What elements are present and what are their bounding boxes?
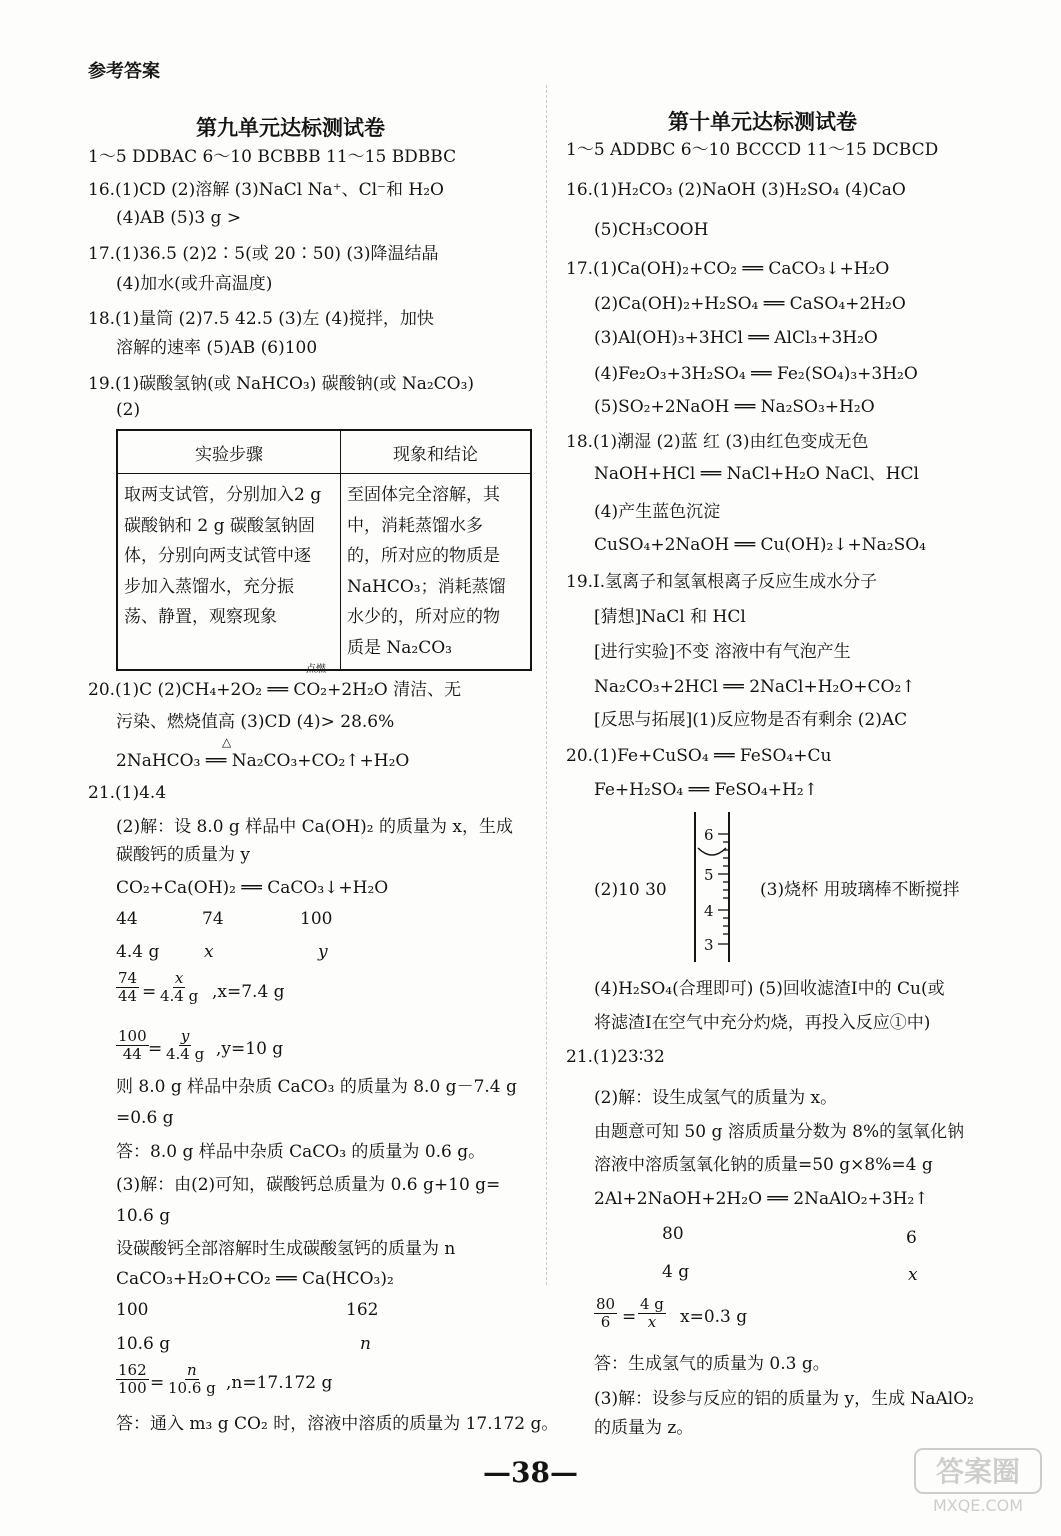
right-line: 将滤渣Ⅰ在空气中充分灼烧，再投入反应①中) [594, 1013, 931, 1033]
mass-value: x [204, 942, 214, 962]
heat-condition: △ [222, 735, 232, 749]
fraction [164, 1028, 206, 1063]
left-line: (3)解：由(2)可知，碳酸钙总质量为 0.6 g+10 g= [116, 1175, 501, 1195]
left-line: 答：通入 m₃ g CO₂ 时，溶液中溶质的质量为 17.172 g。 [116, 1414, 559, 1434]
left-line: 21.(1)4.4 [88, 783, 167, 803]
left-line: 18.(1)量筒 (2)7.5 42.5 (3)左 (4)搅拌，加快 [88, 309, 434, 329]
right-line: (2)解：设生成氢气的质量为 x。 [594, 1088, 838, 1108]
right-line: 1～5 ADDBC 6～10 BCCCD 11～15 DCBCD [566, 140, 939, 160]
ratio-result: ,x=7.4 g [212, 982, 285, 1002]
left-title: 第九单元达标测试卷 [196, 115, 385, 140]
numerator: 162 [118, 1361, 147, 1379]
numerator: 74 [118, 969, 138, 987]
fraction [116, 1028, 149, 1063]
mass-value: 10.6 g [116, 1334, 171, 1354]
fraction [116, 970, 139, 1005]
right-line: [反思与拓展](1)反应物是否有剩余 (2)AC [594, 710, 908, 730]
watermark-icon [913, 1447, 1043, 1517]
right-line: [猜想]NaCl 和 HCl [594, 607, 746, 627]
right-line: (5)CH₃COOH [594, 220, 709, 240]
ratio-result: x=0.3 g [680, 1307, 748, 1327]
denominator: 4.4 g [166, 1045, 205, 1063]
denominator: 6 [600, 1313, 611, 1331]
page-number: —38— [483, 1456, 578, 1489]
right-line: 2Al+2NaOH+2H₂O ══ 2NaAlO₂+3H₂↑ [594, 1189, 929, 1209]
denominator: 4.4 g [160, 987, 199, 1005]
left-line: (2)解：设 8.0 g 样品中 Ca(OH)₂ 的质量为 x，生成 [116, 817, 513, 837]
right-line: (3)解：设参与反应的铝的质量为 y，生成 NaAlO₂ [594, 1389, 974, 1409]
right-line: Na₂CO₃+2HCl ══ 2NaCl+H₂O+CO₂↑ [594, 677, 916, 697]
right-line: 18.(1)潮湿 (2)蓝 红 (3)由红色变成无色 [566, 432, 869, 452]
fraction [116, 1362, 149, 1397]
left-line: 答：8.0 g 样品中杂质 CaCO₃ 的质量为 0.6 g。 [116, 1142, 486, 1162]
right-line: [进行实验]不变 溶液中有气泡产生 [594, 642, 851, 662]
fraction [158, 970, 200, 1005]
numerator: 4 g [640, 1295, 664, 1313]
right-line: 21.(1)23∶32 [566, 1047, 665, 1067]
equals-sign: = [142, 982, 157, 1002]
right-line: CuSO₄+2NaOH ══ Cu(OH)₂↓+Na₂SO₄ [594, 535, 926, 555]
left-line: 2NaHCO₃ ══ Na₂CO₃+CO₂↑+H₂O [116, 751, 410, 771]
left-line: 17.(1)36.5 (2)2∶5(或 20∶50) (3)降温结晶 [88, 244, 439, 264]
svg-text:答案圈: 答案圈 [935, 1455, 1021, 1488]
left-line: 碳酸钙的质量为 y [116, 845, 251, 865]
right-line: 的质量为 z。 [594, 1418, 694, 1438]
experiment-table [116, 429, 532, 671]
right-line: Fe+H₂SO₄ ══ FeSO₄+H₂↑ [594, 780, 818, 800]
fraction [166, 1362, 218, 1397]
equals-sign: = [622, 1307, 637, 1327]
right-line: 由题意可知 50 g 溶质质量分数为 8%的氢氧化钠 [594, 1122, 965, 1142]
numerator: y [180, 1027, 190, 1045]
right-line: (3)Al(OH)₃+3HCl ══ AlCl₃+3H₂O [594, 328, 878, 348]
svg-text:MXQE.COM: MXQE.COM [932, 1496, 1024, 1515]
right-line: 答：生成氢气的质量为 0.3 g。 [594, 1354, 830, 1374]
ratio-result-value: y=10 g [221, 1039, 284, 1059]
left-line: 20.(1)C (2)CH₄+2O₂ ══ CO₂+2H₂O 清洁、无 [88, 680, 462, 700]
left-line: 16.(1)CD (2)溶解 (3)NaCl Na⁺、Cl⁻和 H₂O [88, 180, 444, 200]
right-line: (2)10 30 [594, 880, 667, 900]
table-cell-steps: 取两支试管，分别加入2 g 碳酸钠和 2 g 碳酸氢钠固 体，分别向两支试管中逐 步加入蒸馏水，充分振 荡、静置，观察现象 [117, 474, 341, 671]
mass-value: 162 [346, 1300, 379, 1320]
ratio-result: ,n=17.172 g [226, 1373, 333, 1393]
denominator: x [647, 1313, 657, 1331]
equals-sign: = [148, 1039, 163, 1059]
right-line: 19.Ⅰ.氢离子和氢氧根离子反应生成水分子 [566, 572, 878, 592]
cylinder-tick-label: 5 [704, 866, 714, 884]
mass-value: 74 [202, 909, 224, 929]
fraction [594, 1296, 617, 1331]
ratio-result-value: n=17.172 g [231, 1373, 333, 1393]
right-line: 16.(1)H₂CO₃ (2)NaOH (3)H₂SO₄ (4)CaO [566, 180, 906, 200]
right-line: (4)产生蓝色沉淀 [594, 502, 721, 522]
equals-sign: = [150, 1373, 165, 1393]
right-line: 20.(1)Fe+CuSO₄ ══ FeSO₄+Cu [566, 746, 832, 766]
ratio-result: ,y=10 g [216, 1039, 284, 1059]
left-line: 污染、燃烧值高 (3)CD (4)> 28.6% [116, 712, 395, 732]
right-line: (5)SO₂+2NaOH ══ Na₂SO₃+H₂O [594, 397, 875, 417]
mass-value: 4 g [662, 1262, 690, 1282]
right-title: 第十单元达标测试卷 [668, 109, 857, 134]
ratio-result-value: x=7.4 g [217, 982, 285, 1002]
table-cell-result: 至固体完全溶解，其 中，消耗蒸馏水多 的，所对应的物质是 NaHCO₃；消耗蒸馏 水少的，所对应的物 质是 Na₂CO₃ [341, 474, 532, 671]
mass-value: 4.4 g [116, 942, 160, 962]
cylinder-tick-label: 4 [704, 902, 714, 920]
numerator: 100 [118, 1027, 147, 1045]
cylinder-tick-label: 3 [704, 936, 714, 954]
left-line: (4)加水(或升高温度) [116, 274, 273, 294]
right-line: 17.(1)Ca(OH)₂+CO₂ ══ CaCO₃↓+H₂O [566, 259, 890, 279]
mass-value: 100 [300, 909, 333, 929]
mass-value: 80 [662, 1224, 684, 1244]
mass-value: 6 [906, 1228, 917, 1248]
left-line: =0.6 g [116, 1108, 174, 1128]
left-line: 设碳酸钙全部溶解时生成碳酸氢钙的质量为 n [116, 1239, 456, 1259]
right-line: (4)Fe₂O₃+3H₂SO₄ ══ Fe₂(SO₄)₃+3H₂O [594, 364, 918, 384]
left-line: 10.6 g [116, 1206, 171, 1226]
fraction [638, 1296, 666, 1331]
denominator: 100 [118, 1379, 147, 1397]
denominator: 44 [118, 987, 138, 1005]
mass-value: n [360, 1334, 371, 1354]
left-line: CaCO₃+H₂O+CO₂ ══ Ca(HCO₃)₂ [116, 1269, 394, 1289]
condition-label: 点燃 [306, 664, 326, 675]
numerator: 80 [596, 1295, 616, 1313]
right-line: (3)烧杯 用玻璃棒不断搅拌 [760, 880, 960, 900]
left-line: CO₂+Ca(OH)₂ ══ CaCO₃↓+H₂O [116, 878, 389, 898]
table-header-result: 现象和结论 [341, 430, 532, 474]
left-line: (4)AB (5)3 g > [116, 208, 242, 228]
right-line: NaOH+HCl ══ NaCl+H₂O NaCl、HCl [594, 464, 919, 484]
numerator: x [174, 969, 184, 987]
watermark-logo [913, 1447, 1043, 1522]
left-line: (2) [116, 400, 141, 420]
left-line: 溶解的速率 (5)AB (6)100 [116, 338, 318, 358]
column-divider [546, 85, 547, 1285]
left-line: 19.(1)碳酸氢钠(或 NaHCO₃) 碳酸钠(或 Na₂CO₃) [88, 374, 475, 394]
graduated-cylinder-diagram [692, 812, 752, 970]
mass-value: y [318, 942, 328, 962]
right-line: (2)Ca(OH)₂+H₂SO₄ ══ CaSO₄+2H₂O [594, 294, 906, 314]
right-line: 溶液中溶质氢氧化钠的质量=50 g×8%=4 g [594, 1155, 933, 1175]
left-line: 则 8.0 g 样品中杂质 CaCO₃ 的质量为 8.0 g－7.4 g [116, 1077, 517, 1097]
mass-value: x [908, 1265, 918, 1285]
numerator: n [187, 1361, 197, 1379]
mass-value: 100 [116, 1300, 149, 1320]
cylinder-tick-label: 6 [704, 826, 714, 844]
page-header: 参考答案 [88, 61, 160, 82]
left-line: 1～5 DDBAC 6～10 BCBBB 11～15 BDBBC [88, 147, 457, 167]
mass-value: 44 [116, 909, 138, 929]
right-line: (4)H₂SO₄(合理即可) (5)回收滤渣Ⅰ中的 Cu(或 [594, 979, 945, 999]
table-header-steps: 实验步骤 [117, 430, 341, 474]
denominator: 10.6 g [168, 1379, 216, 1397]
denominator: 44 [122, 1045, 142, 1063]
